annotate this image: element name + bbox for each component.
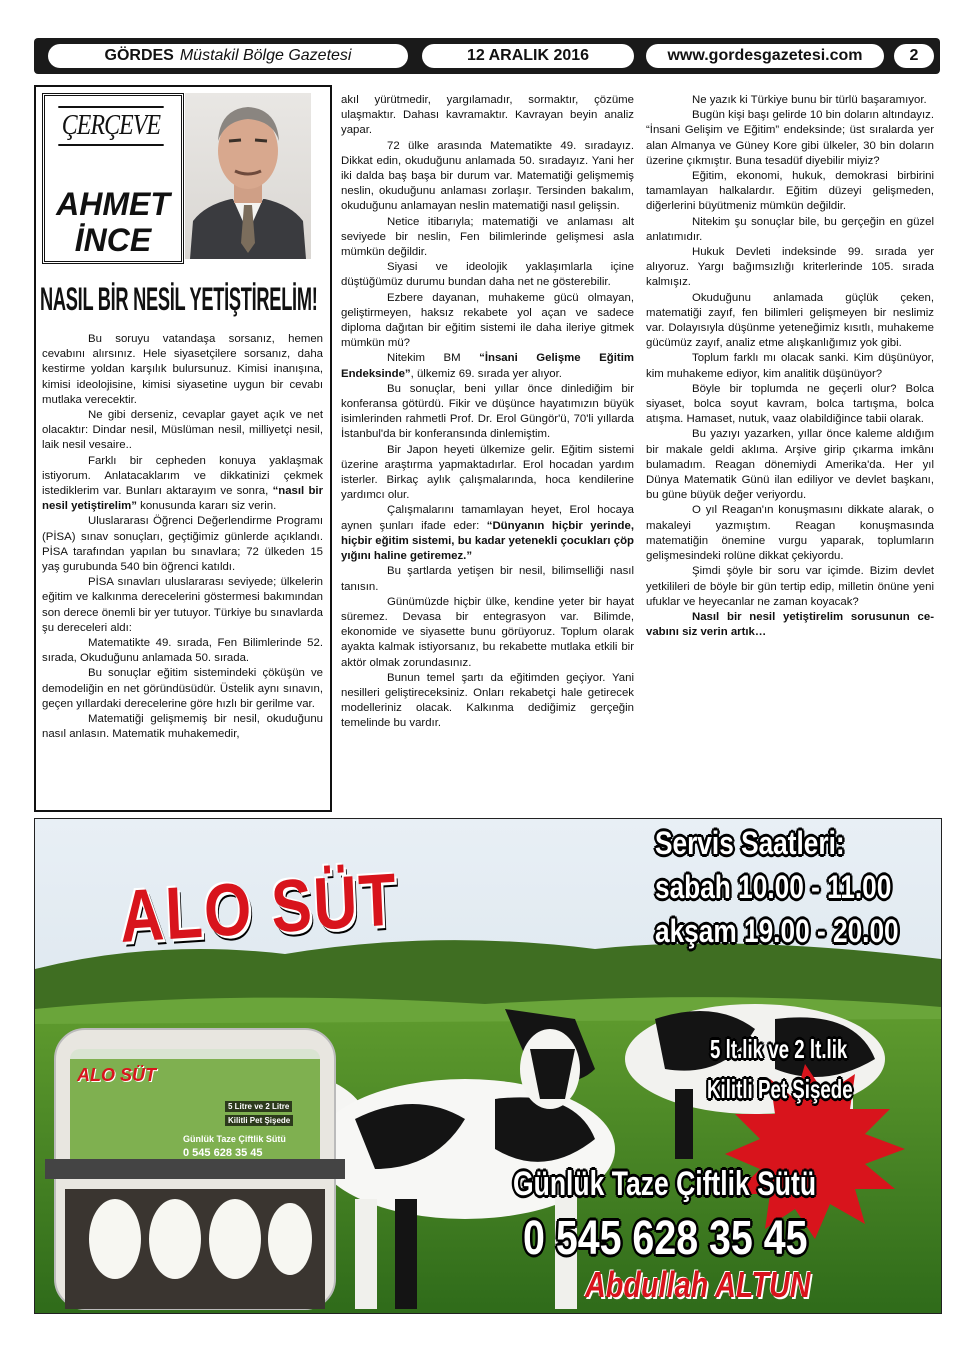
van-badge-2: Kilitli Pet Şişede (225, 1115, 293, 1126)
bold-phrase: “İnsani Gelişme Eğitim Endeksinde” (341, 352, 634, 380)
paragraph: Bu sonuçlar, beni yıllar önce dinlediğim bir konferansa götürdü. Fikir ve düşünce hayatımızın büyük isimlerinden rahmetli Prof. Dr. Erol Güngör'ü, 70'li yıllarda İstanbul'da bir konferansında dinlemiştim. (341, 382, 634, 441)
paragraph: Şimdi şöyle bir soru var içimde. Bizim devlet yetkilileri de böyle bir gün tertip edip, milletin önüne yeni ufuklar ve heyecanlar ne zaman koyacak? (646, 565, 934, 608)
issue-date: 12 ARALIK 2016 (422, 44, 634, 68)
paragraph: Siyasi ve ideolojik yaklaşımlarla içine düştüğümüz durumu bundan daha net ne gösterebilir. (341, 261, 634, 289)
author-photo (185, 93, 311, 259)
column-name: ÇERÇEVE (58, 106, 163, 146)
paragraph: Netice itibarıyla; matematiği ve anlaması alt seviyede bir neslin, Fen bilimlerinde gelişmesi asla mümkün değildir. (341, 215, 634, 259)
paragraph: PİSA sınavları uluslararası seviyede; ülkelerin eğitim ve kalkınma derecelerini göstermesi bakımından son derece önemli bir yer tutuyor. Türkiye bu sınavlarda şu dereceleri aldı: (42, 576, 323, 634)
page-header (34, 38, 940, 74)
morning-hours: sabah 10.00 - 11.00 (655, 869, 892, 905)
paragraph: Uluslararası Öğrenci Değerlendirme Programı (PİSA) sınav sonuçları, geçtiğimiz günlerde açıklandı. PİSA tarafından yapılan bu sınavlara; 72 ülkeden 15 yaş gurubunda 540 bin öğrenci katıldı. (42, 515, 323, 574)
author-portrait-image (185, 93, 311, 259)
paragraph: Ne gibi derseniz, cevaplar gayet açık ve net olacaktır: Dindar nesil, Müslüman nesil, milliyetçi nesil, laik nesil vesaire.. (42, 409, 323, 452)
paragraph: Nitekim BM “İnsani Gelişme Eğitim Endeksinde”, ülkemiz 69. sırada yer alıyor. (341, 352, 634, 380)
masthead (48, 44, 408, 68)
paragraph: Bu sonuçlar eğitim sistemindeki çöküşün ve demodeliğin en net göründüsüdür. Üstelik aynı sınavın, geçen yıllardaki derecelerine göre hızlı bir gerilme var. (42, 667, 323, 710)
paragraph: Hukuk Devleti indeksinde 99. sırada yer alıyoruz. Yargı bağımsızlığı kriterlerinde 105. sırada kalmışız. (646, 246, 934, 289)
paragraph: Matematiği gelişmemiş bir nesil, okuduğunu nasıl anlasın. Matematik muhakemedir, (42, 713, 323, 741)
van-badge-1: 5 Litre ve 2 Litre (225, 1101, 292, 1112)
author-last-name: İNCE (74, 222, 152, 258)
service-hours-title: Servis Saatleri: (655, 825, 845, 861)
paragraph: Farklı bir cepheden konuya yaklaşmak istiyorum. Anlatacaklarım ve dikkatinizi çekmek istediklerim var. Bunları aktarayım ve sonra, “nasıl bir nesil yetiştirelim” konusunda kararı siz verin. (42, 454, 324, 513)
closing-line: Nasıl bir nesil yetiştirelim sorusunun ce-vabını siz verin artık… (646, 610, 934, 639)
paragraph: Bunun temel şartı da eğitimden geçiyor. Yani nesilleri geliştireceksiniz. Onları rekabetçi hale getirecek modelleriniz olacak. Kalkınma dediğimiz gerçeğin temelinde bu vardır. (341, 671, 634, 730)
paragraph: Günümüzde hiçbir ülke, kendine yeter bir hayat süremez. Devasa bir entegrasyon var. Bilimde, ekonomide ve siyasette bunu görüyoruz. Toplum olarak ayakta kalmak istiyorsanız, bu rekabette mutlaka etkili bir aktör olmak zorundasınız. (341, 595, 634, 669)
paragraph: Okuduğunu anlamada güçlük çeken, matematiği zayıf, fen bilimleri gelişmeyen bir neslimiz var. Dolayısıyla düşünme yeteneğimiz kısıtlı, muhakeme gücümüz zayıf, analiz etme alışkanlığımız yok gibi. (646, 291, 934, 350)
paragraph: Bu şartlarda yetişen bir nesil, bilimselliği nasıl tanısın. (341, 565, 634, 593)
paragraph: Ezbere dayanan, muhakeme gücü olmayan, geliştirmeyen, haksız rekabete yol açan ve sadece diploma dağıtan bir eğitim sistemi ile daha ileriye gitmek mümkün mü? (341, 291, 634, 350)
badge-line-1: 5 lt.lik ve 2 lt.lik (710, 1034, 848, 1064)
paper-name: GÖRDES (104, 47, 174, 64)
author-name (45, 186, 181, 258)
paragraph: Nitekim şu sonuçlar bile, bu gerçeğin en güzel anlatımıdır. (646, 215, 934, 243)
paragraph: Bugün kişi başı gelirde 10 bin doların altındayız. “İnsani Gelişim ve Eğitim” endeksinde; üst sıralarda yer alan Almanya ve Güney Kore gibi ülkeler, 30 bin doların üzerine çıkmıştır. Buna tesadüf diyebilir miyiz? (646, 109, 934, 167)
paragraph: 72 ülke arasında Matematikte 49. sıradayız. Dikkat edin, okuduğunu anlamada 50. sıradayız. Yani her iki dalda baş başa bir durum var. Matematiği gelişmemiş neslin, okuduğunu anlaması zorlaşır. Tersinden bakalım, okuduğunu anlamayan neslin matematiği nasıl gelişsin. (341, 139, 634, 213)
paragraph: Toplum farklı mı olacak sanki. Kim düşünüyor, kim muhakeme ediyor, kim analitik düşünüyor? (646, 352, 934, 380)
tagline: Günlük Taze Çiftlik Sütü (513, 1165, 817, 1203)
column-logo-box (42, 93, 184, 264)
van-phone: 0 545 628 35 45 (183, 1147, 263, 1159)
bold-quote: “Dünyanın hiçbir yerinde, hiçbir eğitim sistemi, bu kadar yetenekli çocukları çöp yığını haline getiremez.” (341, 519, 634, 563)
website-link[interactable]: www.gordesgazetesi.com (646, 44, 884, 68)
phone-number[interactable]: 0 545 628 35 45 (523, 1212, 808, 1265)
paragraph: Matematikte 49. sırada, Fen Bilimlerinde 52. sırada, Okuduğunu anlamada 50. sırada. (42, 637, 323, 665)
paragraph: Çalışmalarını tamamlayan heyet, Erol hocaya aynen şunları ifade eder: “Dünyanın hiçbir yerinde, hiçbir eğitim sistemi, bu kadar yetenekli çocukları çöp yığını haline getiremez.” (341, 504, 634, 563)
paper-subtitle: Müstakil Bölge Gazetesi (179, 47, 352, 64)
article-column-2 (341, 93, 634, 732)
article (34, 85, 940, 812)
bold-phrase: “nasıl bir nesil yetiştirelim” (42, 485, 324, 513)
article-headline: NASIL BİR NESİL YETİŞTİRELİM! (40, 281, 318, 317)
article-column-1 (42, 332, 323, 742)
paragraph: Bu soruyu vatandaşa sorsanız, hemen cevabını alırsınız. Hele siyasetçilere sorsanız, daha kestirme yoldan karşılık bulursunuz. Kimisi inanışına, kimisi ideolojisine, kimisi siyasetine uygun bir cevabı mutlaka verecektir. (42, 333, 323, 406)
paragraph: akıl yürütmedir, yargılamadır, sormaktır, çözüme ulaşmaktır. Dahası kavramaktır. Kavrayan beyin analiz yapar. (341, 94, 634, 137)
author-first-name: AHMET (56, 186, 170, 222)
brand-title: ALO SÜT (118, 857, 400, 958)
milk-advertisement (34, 818, 942, 1314)
evening-hours: akşam 19.00 - 20.00 (655, 913, 899, 949)
paragraph: O yıl Reagan'ın konuşmasını dikkate alarak, o makaleyi yazmıştım. Reagan konuşmasında matematiğin önemine vurgu yaparak, toplumların gelişmesindeki rolüne dikkat çekiyordu. (646, 504, 934, 563)
owner-name: Abdullah ALTUN (585, 1264, 811, 1305)
paragraph: Bir Japon heyeti ülkemize gelir. Eğitim sistemi üzerine araştırma yapmaktadırlar. Erol hocadan yardım isterler. Birkaç aylık çalışmalarında, hoca kendilerine yardımcı olur. (341, 443, 634, 502)
van-brand: ALO SÜT (77, 1065, 156, 1085)
paragraph: Eğitim, ekonomi, hukuk, demokrasi birbirini tamamlayan halkalardır. Eğitim düzeyi gelişmeden, diğerlerini büyütmeniz mümkün değildir. (646, 170, 934, 213)
paragraph: Bu yazıyı yazarken, yıllar önce kaleme aldığım bir makale geldi aklıma. Arşive girip çıkarma imkânı bulamadım. Reagan dönemiydi Amerika'da. Her yıl Dünya Matematik Günü ilan ediliyor ve devlet başkanı, bu güne büyük değer veriyordu. (646, 428, 934, 502)
van-tagline: Günlük Taze Çiftlik Sütü (183, 1134, 286, 1144)
page-number: 2 (894, 44, 934, 68)
paragraph: Ne yazık ki Türkiye bunu bir türlü başaramıyor. (692, 94, 927, 106)
paragraph: Böyle bir toplumda ne geçerli olur? Bolca siyaset, bolca soyut kavram, bolca tartışma, bolca atışma. Hamaset, nutuk, vaaz olabildiğince tabii olarak. (646, 382, 934, 426)
article-column-3 (646, 93, 934, 640)
badge-line-2: Kilitli Pet Şişede (707, 1074, 853, 1104)
